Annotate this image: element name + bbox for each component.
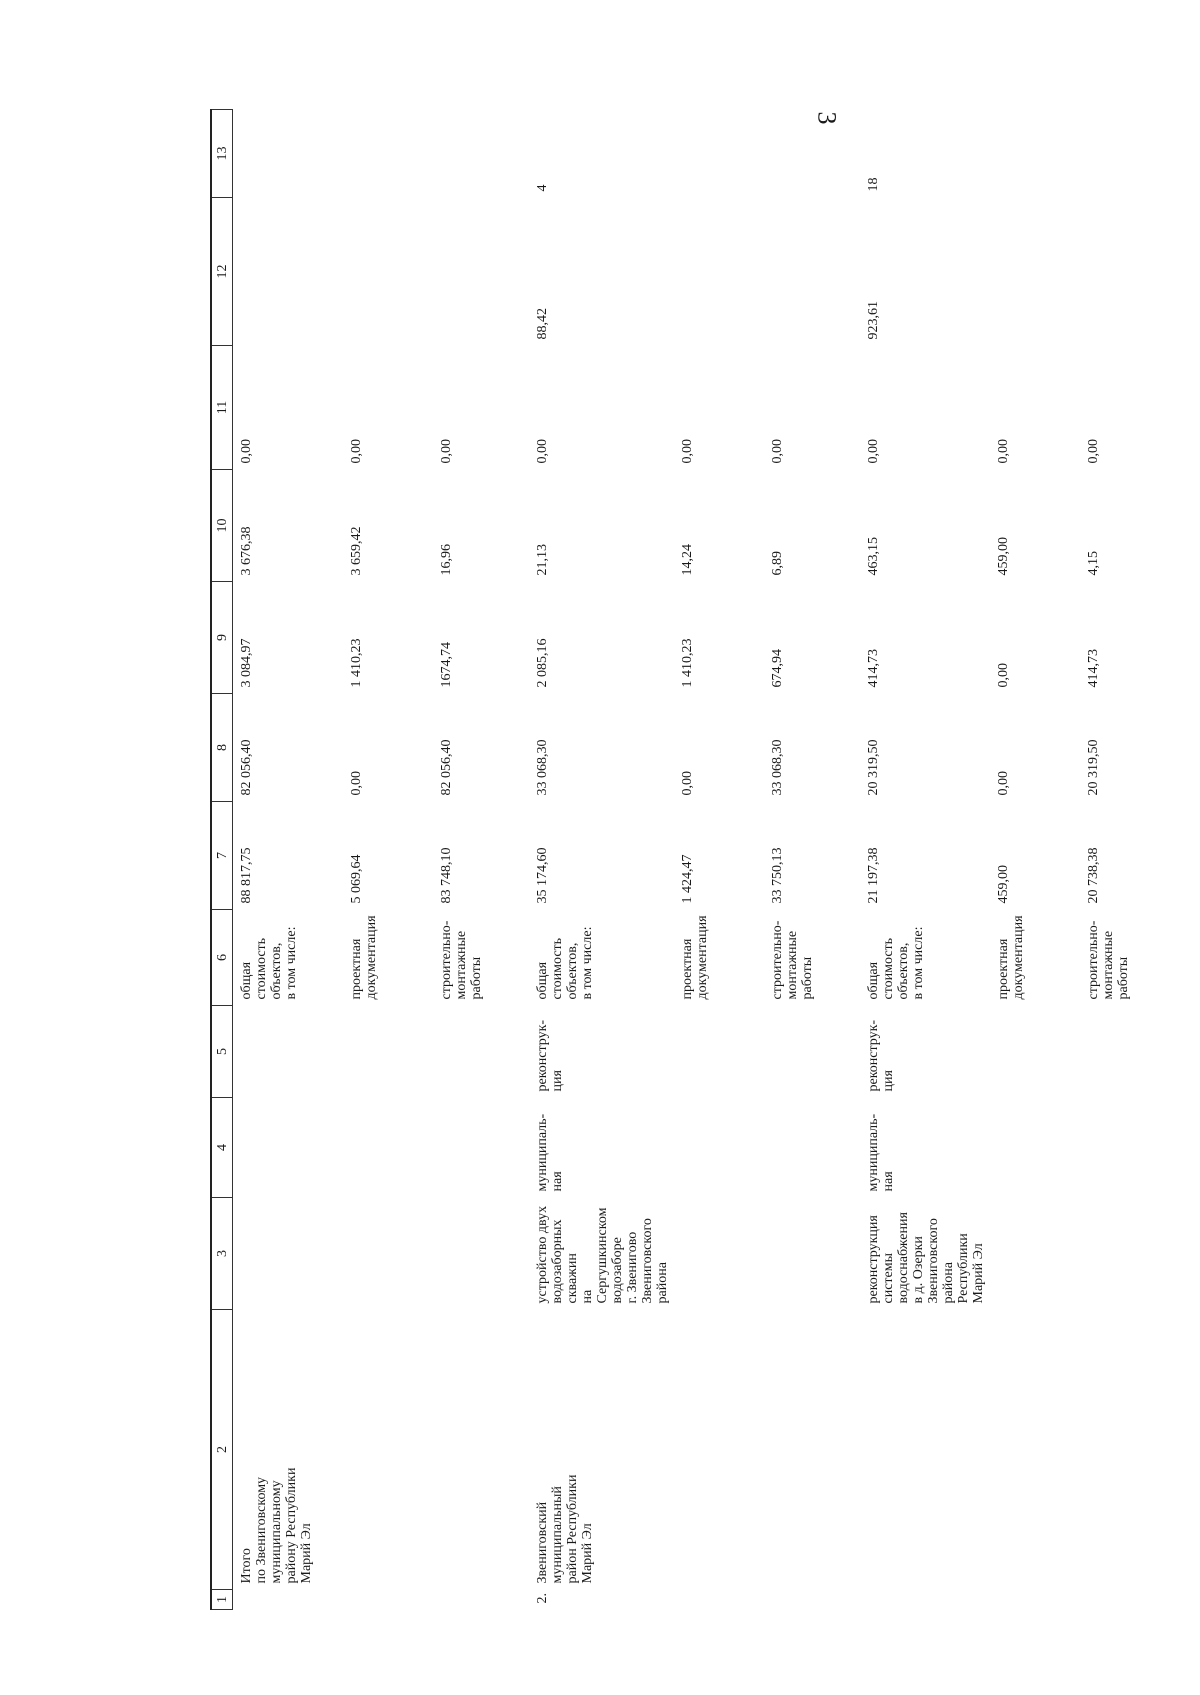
- cell-value: 0,00: [349, 439, 364, 464]
- cell-value: [1080, 110, 1176, 198]
- cell-work-type: реконструк- ция: [866, 1019, 896, 1092]
- cell-municipality: [764, 1310, 860, 1590]
- cell-object: [990, 1198, 1080, 1310]
- cell-cost-type: проектная документация: [680, 915, 710, 1000]
- cell-ownership: муниципаль- ная: [535, 1113, 565, 1192]
- cell-cost-type: общая стоимость объектов, в том числе:: [535, 926, 595, 1000]
- cell-value: [233, 110, 344, 198]
- cell-value: 3 676,38: [239, 526, 254, 576]
- cell-value: 674,94: [770, 649, 785, 688]
- cell-value: 21 197,38: [866, 847, 881, 904]
- cell-value: 82 056,40: [239, 739, 254, 796]
- cell-index: [343, 1590, 433, 1610]
- cell-value: 0,00: [535, 439, 550, 464]
- cell-value: [233, 198, 344, 346]
- cell-object: реконструкция системы водоснабжения в д. Озерки Звениговского района Республики Марий Эл: [866, 1212, 986, 1304]
- cell-municipality: Звениговский муниципальный район Республики Марий Эл: [535, 1474, 595, 1584]
- cell-value: [343, 110, 433, 198]
- cell-cost-type: строительно- монтажные работы: [439, 920, 484, 1000]
- cell-index: [764, 1590, 860, 1610]
- cell-municipality: [990, 1310, 1080, 1590]
- cell-object: [433, 1198, 529, 1310]
- cell-value: 20 319,50: [866, 739, 881, 796]
- col-header: 7: [211, 802, 233, 910]
- col-header: 13: [211, 110, 233, 198]
- cell-value: 923,61: [866, 301, 881, 340]
- cell-value: 4,15: [1086, 551, 1101, 576]
- page-number: 3: [812, 111, 842, 125]
- cell-value: 0,00: [1086, 439, 1101, 464]
- cell-value: 21,13: [535, 544, 550, 576]
- cell-value: 33 750,13: [770, 847, 785, 904]
- cell-value: 20 319,50: [1086, 739, 1101, 796]
- cell-ownership: [233, 1098, 344, 1198]
- cell-value: [764, 110, 860, 198]
- cell-work-type: [343, 1006, 433, 1098]
- cell-value: [990, 110, 1080, 198]
- cell-value: 463,15: [866, 537, 881, 576]
- table-row: [233, 110, 344, 1610]
- cell-value: [1080, 198, 1176, 346]
- cell-value: 35 174,60: [535, 847, 550, 904]
- cell-value: 1 410,23: [349, 638, 364, 688]
- table-row: [860, 110, 990, 1610]
- col-header: 2: [211, 1310, 233, 1590]
- cell-index: [1080, 1590, 1176, 1610]
- cell-cost-type: проектная документация: [996, 915, 1026, 1000]
- cell-ownership: [343, 1098, 433, 1198]
- col-header: 1: [211, 1590, 233, 1610]
- table-row: [433, 110, 529, 1610]
- investment-table: [210, 109, 1176, 1610]
- col-header: 11: [211, 346, 233, 470]
- cell-cost-type: общая стоимость объектов, в том числе:: [239, 926, 299, 1000]
- table-rotator: [210, 110, 1131, 1610]
- cell-value: 0,00: [770, 439, 785, 464]
- cell-object: [674, 1198, 764, 1310]
- cell-work-type: [1080, 1006, 1176, 1098]
- cell-index: [674, 1590, 764, 1610]
- cell-value: [674, 198, 764, 346]
- table-row: [674, 110, 764, 1610]
- col-header: 5: [211, 1006, 233, 1098]
- rotated-sheet: [210, 110, 1131, 1610]
- cell-value: [433, 110, 529, 198]
- col-header: 4: [211, 1098, 233, 1198]
- cell-value: 0,00: [680, 771, 695, 796]
- cell-ownership: [674, 1098, 764, 1198]
- cell-value: [674, 110, 764, 198]
- cell-value: 2 085,16: [535, 638, 550, 688]
- cell-value: 3 084,97: [239, 638, 254, 688]
- table-row: [1080, 110, 1176, 1610]
- cell-work-type: [764, 1006, 860, 1098]
- cell-work-type: [433, 1006, 529, 1098]
- cell-ownership: [990, 1098, 1080, 1198]
- col-header: 8: [211, 694, 233, 802]
- cell-value: 414,73: [1086, 649, 1101, 688]
- cell-object: [343, 1198, 433, 1310]
- cell-work-type: [990, 1006, 1080, 1098]
- cell-cost-type: общая стоимость объектов, в том числе:: [866, 926, 926, 1000]
- cell-municipality: [1080, 1310, 1176, 1590]
- cell-value: 0,00: [239, 439, 254, 464]
- cell-ownership: муниципаль- ная: [866, 1113, 896, 1192]
- cell-value: 1 410,23: [680, 638, 695, 688]
- cell-value: 0,00: [439, 439, 454, 464]
- column-number-row: [211, 110, 233, 1610]
- cell-value: 6,89: [770, 551, 785, 576]
- cell-value: [764, 198, 860, 346]
- cell-value: 88,42: [535, 308, 550, 340]
- cell-value: 5 069,64: [349, 854, 364, 904]
- cell-value: 18: [866, 177, 881, 192]
- cell-municipality: [433, 1310, 529, 1590]
- cell-municipality: [343, 1310, 433, 1590]
- cell-work-type: [674, 1006, 764, 1098]
- col-header: 6: [211, 910, 233, 1006]
- cell-cost-type: проектная документация: [349, 915, 379, 1000]
- cell-ownership: [433, 1098, 529, 1198]
- cell-value: 0,00: [996, 439, 1011, 464]
- col-header: 10: [211, 470, 233, 582]
- cell-value: [990, 198, 1080, 346]
- cell-index: [233, 1590, 344, 1610]
- cell-value: 0,00: [349, 771, 364, 796]
- table-row: [764, 110, 860, 1610]
- cell-cost-type: строительно- монтажные работы: [1086, 920, 1131, 1000]
- cell-municipality: Итого по Звениговскому муниципальному району Республики Марий Эл: [239, 1467, 314, 1584]
- cell-value: 0,00: [996, 663, 1011, 688]
- cell-index: 2.: [535, 1593, 550, 1604]
- cell-value: 0,00: [866, 439, 881, 464]
- cell-ownership: [1080, 1098, 1176, 1198]
- cell-municipality: [860, 1310, 990, 1590]
- cell-cost-type: строительно- монтажные работы: [770, 920, 815, 1000]
- cell-value: 83 748,10: [439, 847, 454, 904]
- cell-work-type: реконструк- ция: [535, 1019, 565, 1092]
- cell-object: [1080, 1198, 1176, 1310]
- cell-value: 20 738,38: [1086, 847, 1101, 904]
- cell-ownership: [764, 1098, 860, 1198]
- cell-value: 33 068,30: [535, 739, 550, 796]
- cell-value: 16,96: [439, 544, 454, 576]
- cell-value: 0,00: [996, 771, 1011, 796]
- cell-value: [433, 198, 529, 346]
- cell-value: 459,00: [996, 865, 1011, 904]
- cell-value: 414,73: [866, 649, 881, 688]
- cell-value: 14,24: [680, 544, 695, 576]
- cell-value: 459,00: [996, 537, 1011, 576]
- cell-value: [343, 198, 433, 346]
- cell-work-type: [233, 1006, 344, 1098]
- col-header: 9: [211, 582, 233, 694]
- cell-value: 0,00: [680, 439, 695, 464]
- cell-object: устройство двух водозаборных скважин на Сергушкинском водозаборе г. Звенигово Звениговского района: [535, 1205, 670, 1304]
- cell-value: 88 817,75: [239, 847, 254, 904]
- cell-index: [990, 1590, 1080, 1610]
- cell-municipality: [674, 1310, 764, 1590]
- cell-index: [433, 1590, 529, 1610]
- table-row: [990, 110, 1080, 1610]
- cell-value: 82 056,40: [439, 739, 454, 796]
- cell-value: 3 659,42: [349, 526, 364, 576]
- table-row: [529, 110, 674, 1610]
- cell-object: [764, 1198, 860, 1310]
- table-row: [343, 110, 433, 1610]
- cell-value: 4: [535, 184, 550, 192]
- cell-object: [233, 1198, 344, 1310]
- cell-index: [860, 1590, 990, 1610]
- cell-value: 1 424,47: [680, 854, 695, 904]
- col-header: 3: [211, 1198, 233, 1310]
- col-header: 12: [211, 198, 233, 346]
- cell-value: 33 068,30: [770, 739, 785, 796]
- cell-value: 1674,74: [439, 642, 454, 688]
